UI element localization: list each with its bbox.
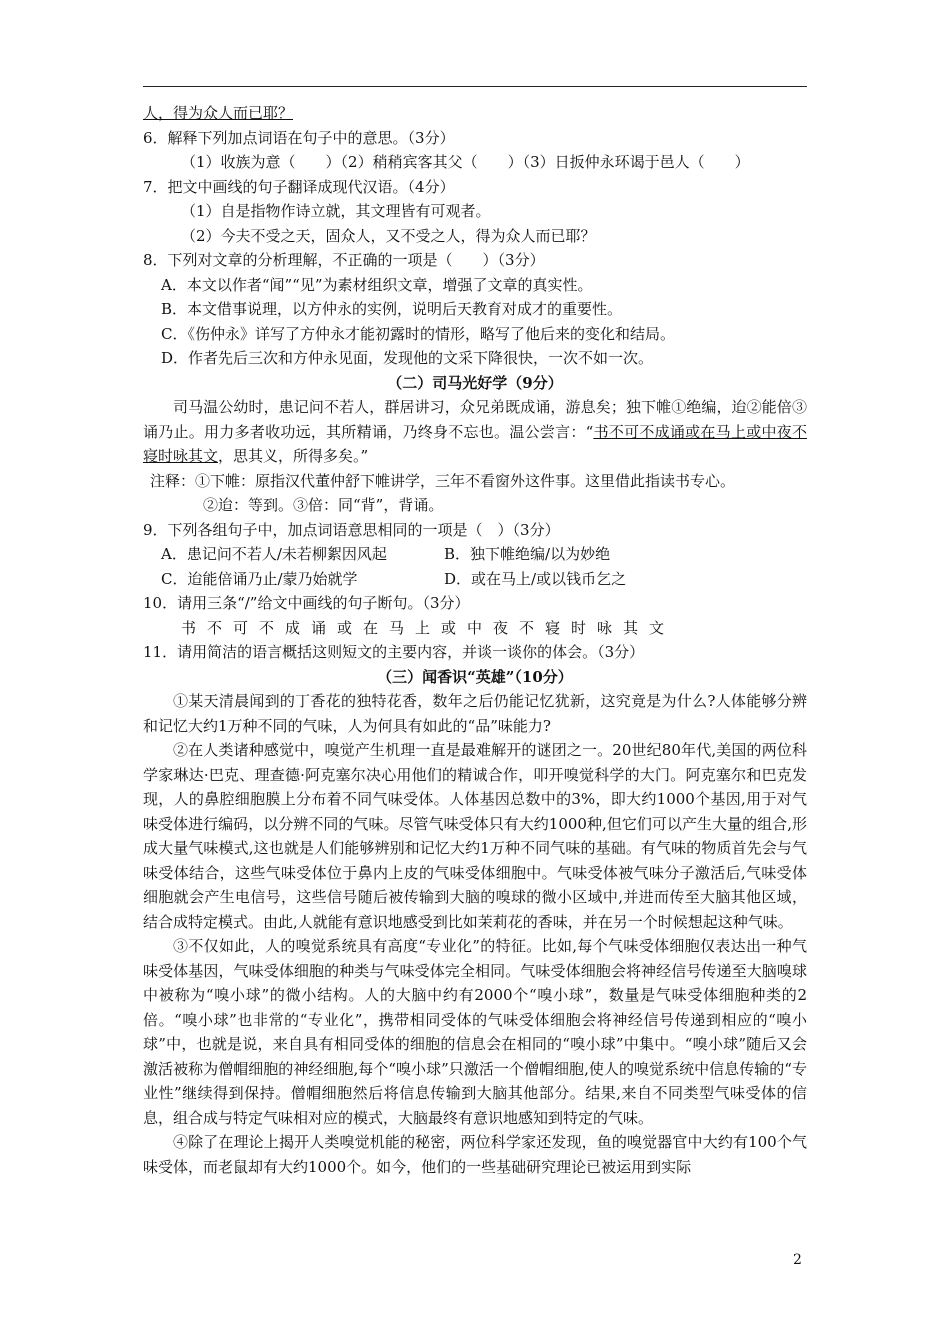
passage-sima-guang xyxy=(143,395,807,469)
question-9-option-d: D．或在马上/或以钱币乞之 xyxy=(444,569,627,588)
question-11: 11．请用简洁的语言概括这则短文的主要内容，并谈一谈你的体会。（3分） xyxy=(143,643,645,661)
question-8-option-c: C．《伤仲永》详写了方仲永才能初露时的情形，略写了他后来的变化和结局。 xyxy=(161,324,675,343)
question-8-option-d: D．作者先后三次和方仲永见面，发现他的文采下降很快，一次不如一次。 xyxy=(161,349,654,367)
section-3-title: （三）闻香识“英雄”（10分） xyxy=(377,667,573,686)
page-number: 2 xyxy=(793,1252,802,1268)
question-8: 8．下列对文章的分析理解，不正确的一项是（ ）（3分） xyxy=(143,251,545,269)
question-7: 7．把文中画线的句子翻译成现代汉语。（4分） xyxy=(143,177,455,196)
paragraph-3: ③不仅如此，人的嗅觉系统具有高度“专业化”的特征。比如,每个气味受体细胞仅表达出一种气味受体基因，气味受体细胞的种类与气味受体完全相同。气味受体细胞会将神经信号传递至大脑嗅球中被称为“嗅小球”的微小结构。人的大脑中约有2000个“嗅小球”，数量是气味受体细胞种类的2倍。“嗅小球”也非常的“专业化”，携带相同受体的气味受体细胞会将神经信号传递到相应的“嗅小球”中，也就是说，来自具有相同受体的细胞的信息会在相同的“嗅小球”中集中。“嗅小球”随后又会激活被称为僧帽细胞的神经细胞,每个“嗅小球”只激活一个僧帽细胞,使人的嗅觉系统中信息传输的“专业性”继续得到保持。僧帽细胞然后将信息传输到大脑其他部分。结果,来自不同类型气味受体的信息，组合成与特定气味相对应的模式，大脑最终有意识地感知到特定的气味。 xyxy=(143,937,807,1127)
question-10-sentence: 书不可不成诵或在马上或中夜不寝时咏其文 xyxy=(181,618,676,637)
paragraph-4: ④除了在理论上揭开人类嗅觉机能的秘密，两位科学家还发现，鱼的嗅觉器官中大约有100个气味受体，而老鼠却有大约1000个。如今，他们的一些基础研究理论已被运用到实际 xyxy=(143,1133,807,1176)
header-rule xyxy=(143,86,807,87)
question-8-option-b: B．本文借事说理，以方仲永的实例，说明后天教育对成才的重要性。 xyxy=(161,300,623,318)
annotation-2: ②迨：等到。③倍：同“背”，背诵。 xyxy=(203,496,444,514)
question-8-option-a: A．本文以作者“闻”“见”为素材组织文章，增强了文章的真实性。 xyxy=(161,275,593,294)
question-9: 9．下列各组句子中，加点词语意思相同的一项是（ ）（3分） xyxy=(143,520,560,539)
question-6: 6．解释下列加点词语在句子中的意思。（3分） xyxy=(143,128,455,147)
question-9-option-b: B．独下帷绝编/以为妙绝 xyxy=(444,545,611,563)
question-9-option-c: C．迨能倍诵乃止/蒙乃始就学 xyxy=(161,569,358,588)
underlined-sentence: 书不可不成诵或在马上或中夜不寝时咏其文 xyxy=(143,422,807,465)
paragraph-2: ②在人类诸种感觉中，嗅觉产生机理一直是最难解开的谜团之一。20世纪80年代,美国的两位科学家琳达·巴克、理查德·阿克塞尔决心用他们的精诚合作，叩开嗅觉科学的大门。阿克塞尔和巴克发现，人的鼻腔细胞膜上分布着不同气味受体。人体基因总数中的3%，即大约1000个基因,用于对气味受体进行编码，以分辨不同的气味。尽管气味受体只有大约1000种,但它们可以产生大量的组合,形成大量气味模式,这也就是人们能够辨别和记忆大约1万种不同气味的基础。有气味的物质首先会与气味受体结合，这些气味受体位于鼻内上皮的气味受体细胞中。气味受体被气味分子激活后,气味受体细胞就会产生电信号，这些信号随后被传输到大脑的嗅球的微小区域中,并进而传至大脑其他区域，结合成特定模式。由此,人就能有意识地感受到比如茉莉花的香味，并在另一个时候想起这种气味。 xyxy=(143,741,807,931)
question-9-option-a: A．患记问不若人/未若柳絮因风起 xyxy=(161,545,387,563)
annotation-1: 注释：①下帷：原指汉代董仲舒下帷讲学，三年不看窗外这件事。这里借此指读书专心。 xyxy=(150,471,736,490)
question-7-item-2: （2）今夫不受之天，固众人，又不受之人，得为众人而已耶？ xyxy=(181,226,596,245)
question-6-items: （1）收族为意（ ）（2）稍稍宾客其父（ ）（3）日扳仲永环谒于邑人（ ） xyxy=(181,153,750,171)
text-line: 人，得为众人而已耶？ xyxy=(143,104,294,122)
section-2-title: （二）司马光好学（9分） xyxy=(387,373,563,392)
question-7-item-1: （1）自是指物作诗立就，其文理皆有可观者。 xyxy=(181,202,491,220)
passage-text: 司马温公幼时，患记问不若人，群居讲习，众兄弟既成诵，游息矣；独下帷①绝编，迨②能倍③诵乃止。用力多者收功远，其所精诵，乃终身不忘也。温公尝言：“ xyxy=(143,398,807,441)
passage-text-end: ，思其义，所得多矣。” xyxy=(218,447,369,465)
question-9-options-cd xyxy=(143,567,807,592)
paragraph-1: ①某天清晨闻到的丁香花的独特花香，数年之后仍能记忆犹新，这究竟是为什么?人体能够分辨和记忆大约1万种不同的气味，人为何具有如此的“品”味能力? xyxy=(143,692,807,735)
question-9-options-ab xyxy=(143,542,807,567)
page-content xyxy=(143,101,807,1179)
question-10: 10．请用三条“/”给文中画线的句子断句。（3分） xyxy=(143,594,470,612)
